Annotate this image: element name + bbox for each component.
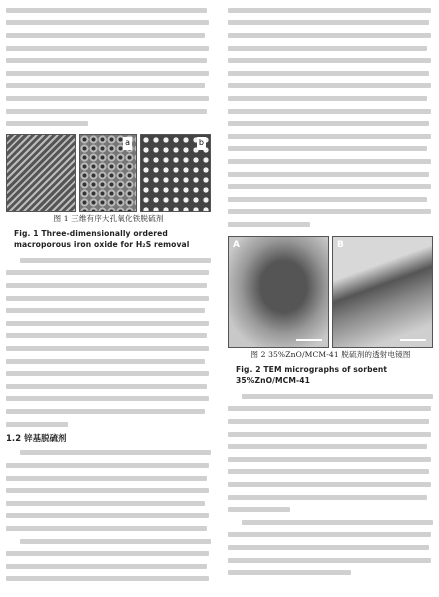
body-text-block-2 <box>6 254 211 430</box>
figure-2-caption-en <box>228 364 433 386</box>
figure-1-caption-en-lead: Fig. 1 <box>14 229 39 238</box>
figure-2-panel-a <box>228 236 329 348</box>
right-column <box>228 4 433 590</box>
figure-1-caption-en-text: Three-dimensionally ordered macroporous iron oxide for H₂S removal <box>14 229 190 249</box>
figure-2-images <box>228 236 433 346</box>
figure-1-panel-b <box>140 134 211 212</box>
figure-1-caption-zh: 图 1 三维有序大孔氧化铁脱硫剂 <box>53 214 164 223</box>
panel-label: B <box>337 240 344 250</box>
figure-1-panel-a <box>79 134 137 212</box>
left-column <box>6 4 211 597</box>
panel-label: a <box>123 137 132 150</box>
body-text-block-4 <box>228 4 433 232</box>
section-heading: 1.2 锌基脱硫剂 <box>6 433 67 443</box>
panel-label: A <box>233 240 241 250</box>
body-text-block-1 <box>6 4 211 130</box>
figure-1-images <box>6 134 211 210</box>
body-text-block-3 <box>6 447 211 597</box>
figure-1-caption-en <box>6 228 211 250</box>
scale-bar <box>296 339 322 341</box>
figure-2-panel-b <box>332 236 433 348</box>
figure-2-caption-en-text: TEM micrographs of sorbent 35%ZnO/MCM-41 <box>236 365 388 385</box>
figure-2-caption-en-lead: Fig. 2 <box>236 365 261 374</box>
figure-2-caption-zh: 图 2 35%ZnO/MCM-41 脱硫剂的透射电镜图 <box>250 350 411 359</box>
body-text-block-5 <box>228 390 433 590</box>
scale-bar <box>400 339 426 341</box>
panel-label: b <box>197 137 206 150</box>
figure-1-panel-main <box>6 134 76 212</box>
